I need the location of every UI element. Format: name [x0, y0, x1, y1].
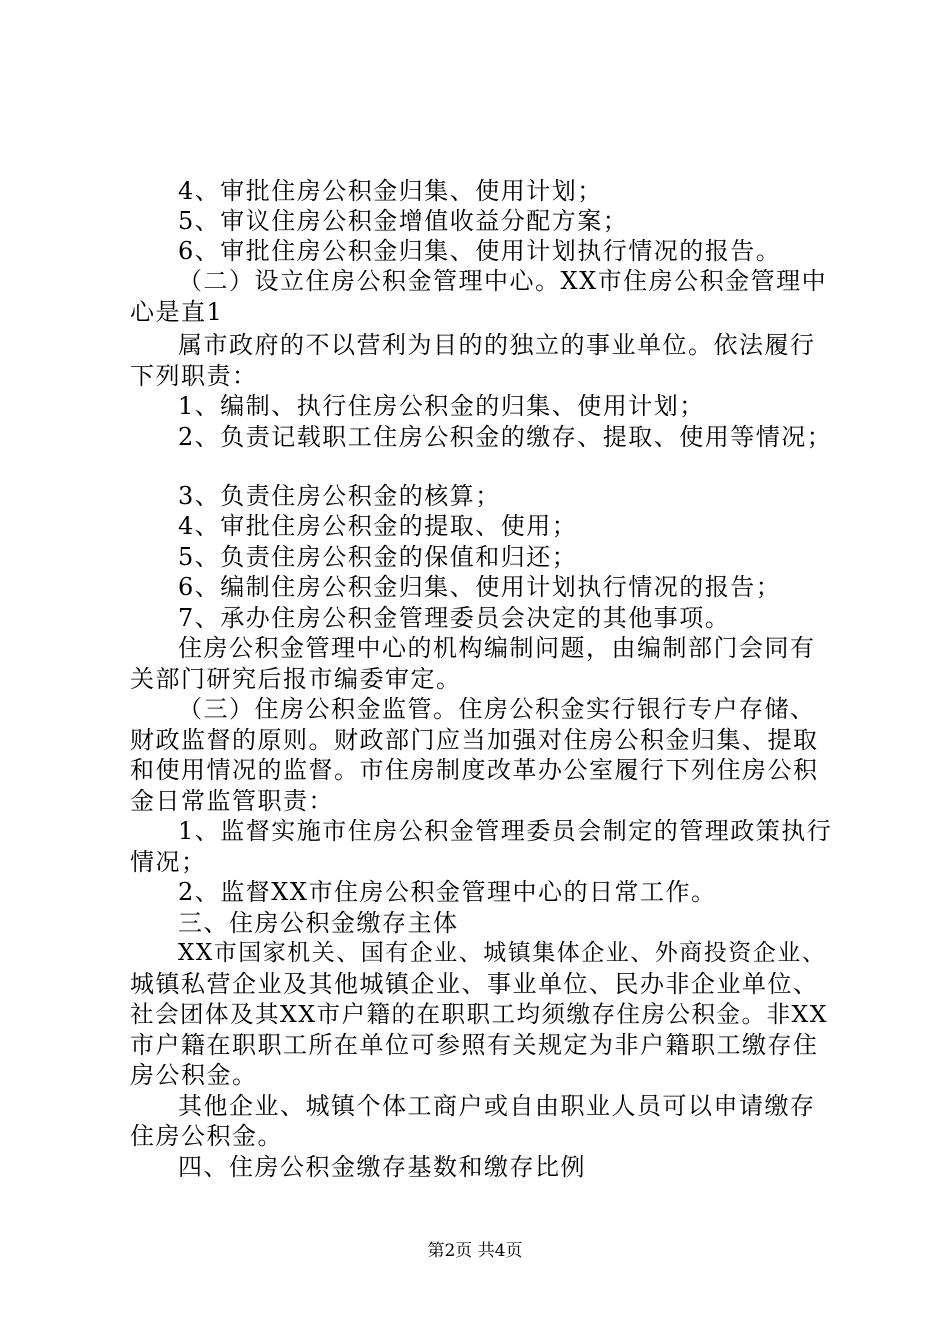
text-line: 属市政府的不以营利为目的的独立的事业单位。依法履行 [178, 331, 816, 359]
text-line: 市户籍在职职工所在单位可参照有关规定为非户籍职工缴存住 [130, 1031, 819, 1059]
text-line: 财政监督的原则。财政部门应当加强对住房公积金归集、提取 [130, 726, 819, 754]
page-footer: 第2页 共4页 [427, 1241, 523, 1261]
text-line: 6、编制住房公积金归集、使用计划执行情况的报告； [178, 573, 782, 601]
text-line: 住房公积金管理中心的机构编制问题，由编制部门会同有 [178, 634, 816, 662]
text-line: 四、住房公积金缴存基数和缴存比例 [178, 1153, 586, 1181]
text-line: 4、审批住房公积金的提取、使用； [178, 512, 578, 540]
text-line: 1、编制、执行住房公积金的归集、使用计划； [178, 392, 705, 420]
text-line: 2、监督XX市住房公积金管理中心的日常工作。 [178, 878, 717, 906]
text-line: 情况； [130, 848, 207, 876]
text-line: XX市国家机关、国有企业、城镇集体企业、外商投资企业、 [178, 940, 827, 966]
text-line: （三）住房公积金监管。住房公积金实行银行专户存储、 [178, 695, 816, 723]
text-line: （二）设立住房公积金管理中心。XX市住房公积金管理中 [178, 267, 828, 295]
text-line: 5、负责住房公积金的保值和归还； [178, 543, 578, 571]
text-line: 房公积金。 [130, 1061, 258, 1089]
text-line: 5、审议住房公积金增值收益分配方案； [178, 207, 629, 235]
text-line: 7、承办住房公积金管理委员会决定的其他事项。 [178, 604, 731, 632]
text-line: 3、负责住房公积金的核算； [178, 482, 501, 510]
text-line: 2、负责记载职工住房公积金的缴存、提取、使用等情况； [178, 423, 833, 451]
text-line: 和使用情况的监督。市住房制度改革办公室履行下列住房公积 [130, 756, 819, 784]
text-line: 下列职责： [130, 362, 258, 390]
text-line: 城镇私营企业及其他城镇企业、事业单位、民办非企业单位、 [130, 970, 819, 998]
text-line: 三、住房公积金缴存主体 [178, 909, 459, 937]
text-line: 住房公积金。 [130, 1122, 283, 1150]
text-line: 关部门研究后报市编委审定。 [130, 665, 462, 693]
text-line: 其他企业、城镇个体工商户或自由职业人员可以申请缴存 [178, 1092, 816, 1120]
text-line: 社会团体及其XX市户籍的在职职工均须缴存住房公积金。非XX [130, 1000, 828, 1028]
text-line: 心是直1 [130, 298, 224, 326]
text-line: 6、审批住房公积金归集、使用计划执行情况的报告。 [178, 237, 782, 265]
text-line: 1、监督实施市住房公积金管理委员会制定的管理政策执行 [178, 817, 833, 845]
text-line: 4、审批住房公积金归集、使用计划； [178, 177, 603, 205]
text-line: 金日常监管职责： [130, 787, 334, 815]
